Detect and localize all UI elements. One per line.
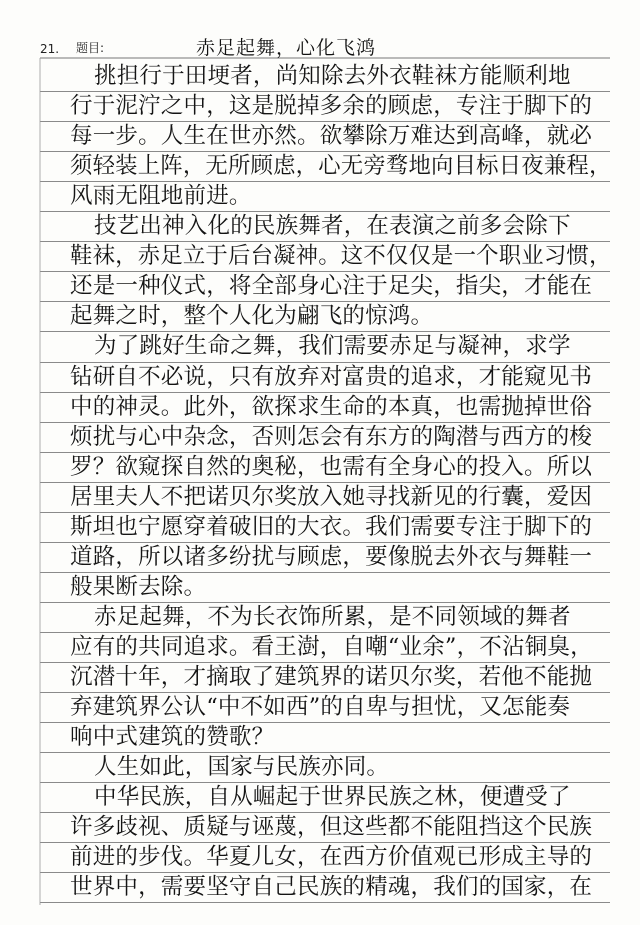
- essay-line: 前进的步伐。华夏儿女，在西方价值观已形成主导的: [70, 844, 593, 871]
- essay-line: 中华民族，自从崛起于世界民族之林，便遭受了: [94, 784, 571, 811]
- question-label: 题目:: [76, 41, 105, 55]
- essay-line: 应有的共同追求。看王澍，自嘲“业余”，不沾铜臭，: [70, 633, 593, 660]
- essay-line: 许多歧视、质疑与诬蔑，但这些都不能阻挡这个民族: [70, 814, 593, 841]
- essay-line: 每一步。人生在世亦然。欲攀除万难达到高峰，就必: [70, 123, 593, 150]
- essay-line: 挑担行于田埂者，尚知除去外衣鞋袜方能顺利地: [94, 63, 571, 89]
- essay-line: 响中式建筑的赞歌？: [70, 724, 275, 751]
- essay-line: 罗？欲窥探自然的奥秘，也需有全身心的投入。所以: [70, 453, 593, 480]
- question-header: [40, 36, 116, 56]
- essay-line: 须轻装上阵，无所顾虑，心无旁骛地向目标日夜兼程，: [70, 153, 612, 180]
- essay-line: 居里夫人不把诺贝尔奖放入她寻找新见的行囊，爱因: [70, 483, 593, 510]
- essay-line: 还是一种仪式，将全部身心注于足尖，指尖，才能在: [70, 273, 593, 300]
- essay-line: 行于泥泞之中，这是脱掉多余的顾虑，专注于脚下的: [70, 93, 593, 120]
- essay-line: 为了跳好生命之舞，我们需要赤足与凝神，求学: [94, 333, 571, 360]
- essay-line: 世界中，需要坚守自己民族的精魂，我们的国家，在: [70, 874, 593, 901]
- essay-line: 烦扰与心中杂念，否则怎会有东方的陶潜与西方的梭: [70, 423, 593, 450]
- essay-line: 般果断去除。: [70, 573, 207, 600]
- essay-line: 技艺出神入化的民族舞者，在表演之前多会除下: [94, 213, 571, 240]
- essay-line: 中的神灵。此外，欲探求生命的本真，也需抛掉世俗: [70, 393, 593, 420]
- essay-line: 风雨无阻地前进。: [70, 183, 252, 210]
- question-number: 21.: [40, 42, 60, 56]
- essay-line: 弃建筑界公认“中不如西”的自卑与担忧，又怎能奏: [70, 694, 571, 721]
- essay-line: 沉潜十年，才摘取了建筑界的诺贝尔奖，若他不能抛: [70, 664, 593, 690]
- essay-line: 起舞之时，整个人化为翩飞的惊鸿。: [70, 303, 434, 330]
- essay-line: 钻研自不必说，只有放弃对富贵的追求，才能窥见书: [70, 363, 593, 390]
- essay-line: 道路，所以诸多纷扰与顾虑，要像脱去外衣与舞鞋一: [70, 543, 593, 570]
- essay-line: 人生如此，国家与民族亦同。: [94, 754, 390, 781]
- essay-line: 赤足起舞，不为长衣饰所累，是不同领域的舞者: [94, 603, 571, 630]
- essay-title: 赤足起舞，心化飞鸿: [196, 37, 377, 59]
- essay-line: 斯坦也宁愿穿着破旧的大衣。我们需要专注于脚下的: [70, 513, 593, 540]
- essay-line: 鞋袜，赤足立于后台凝神。这不仅仅是一个职业习惯，: [70, 243, 612, 270]
